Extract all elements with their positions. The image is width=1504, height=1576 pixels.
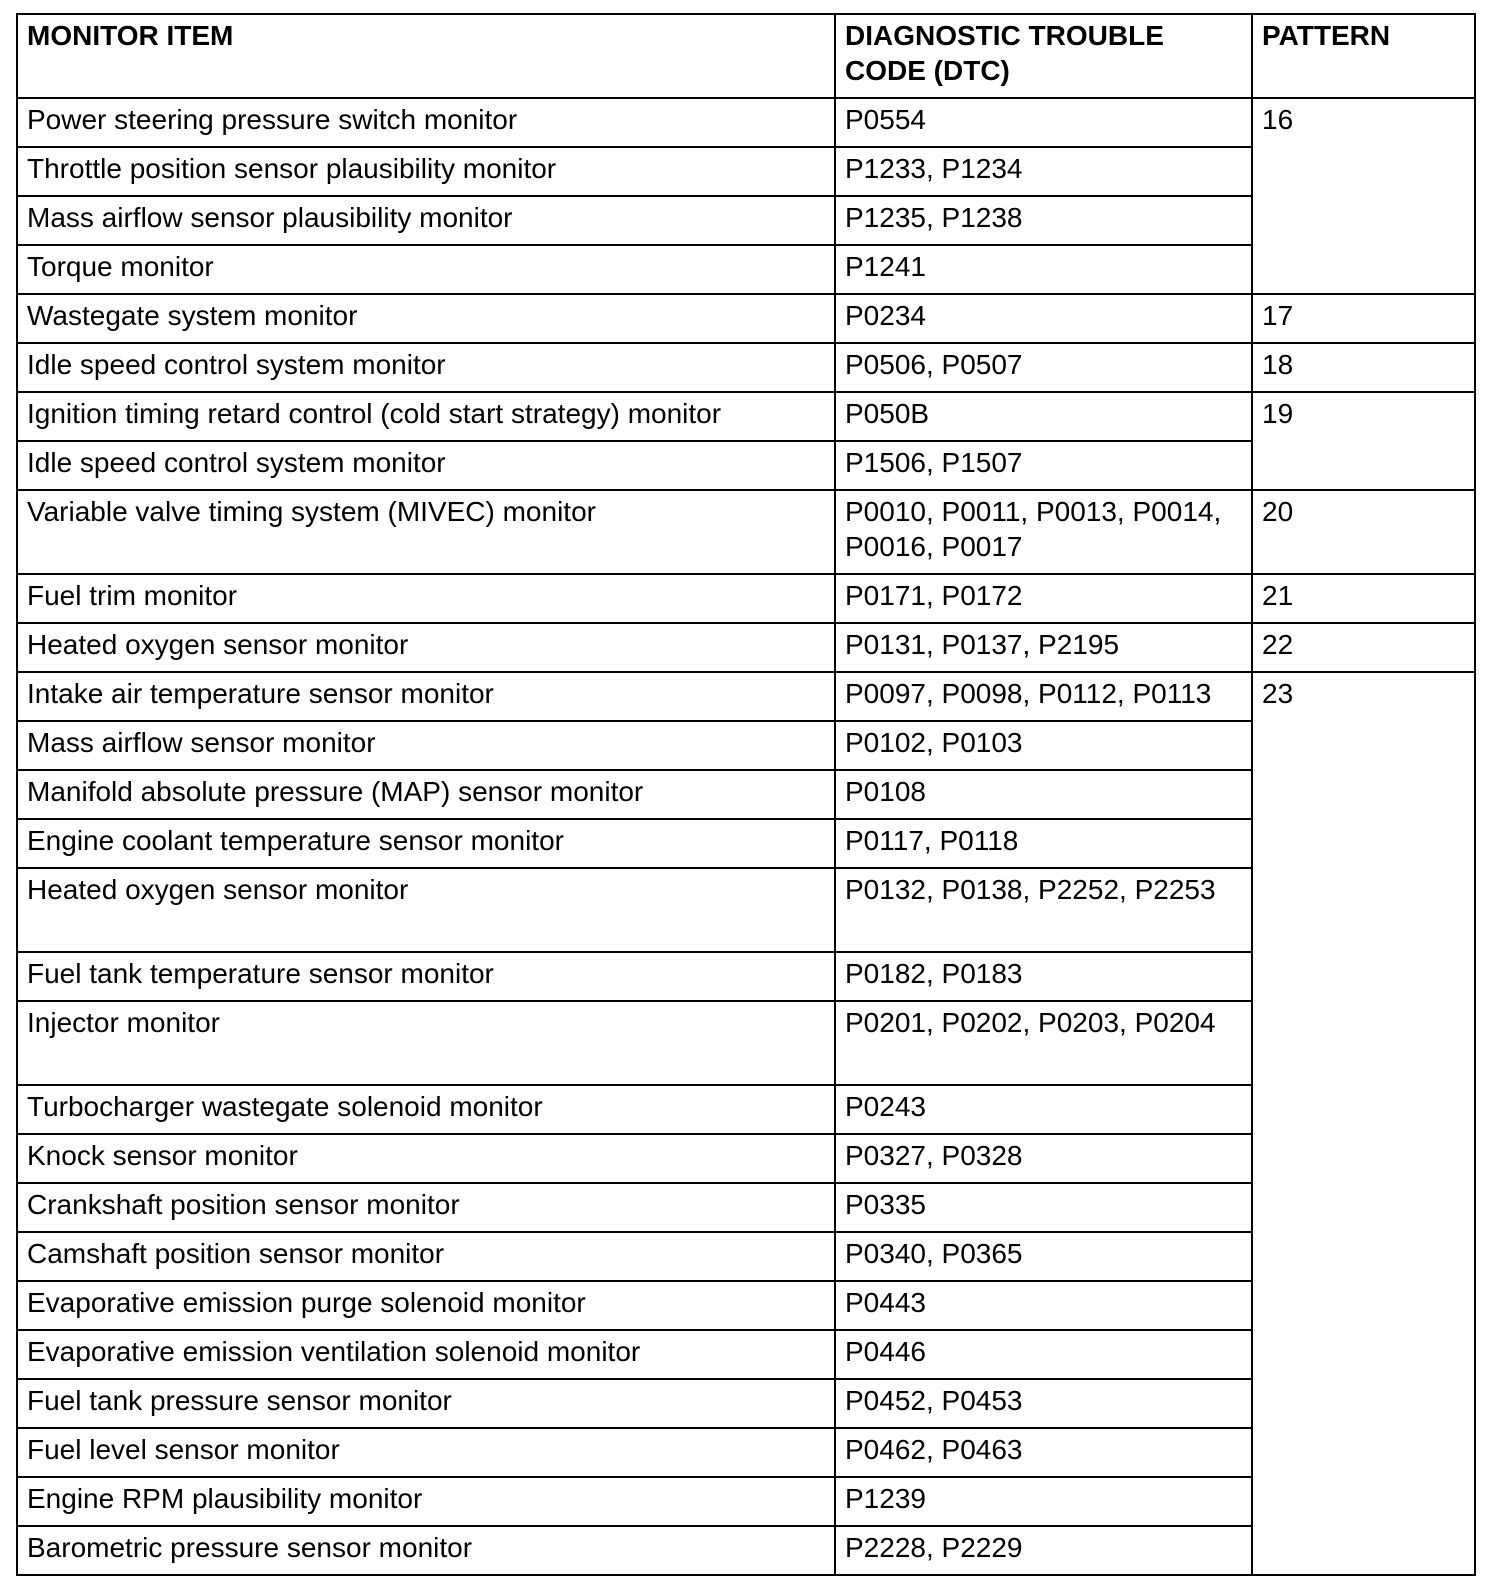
header-dtc: DIAGNOSTIC TROUBLE CODE (DTC): [835, 14, 1252, 98]
monitor-item-cell: Ignition timing retard control (cold start strategy) monitor: [17, 392, 835, 441]
dtc-cell: P0327, P0328: [835, 1134, 1252, 1183]
dtc-cell: P0554: [835, 98, 1252, 147]
dtc-cell: P1239: [835, 1477, 1252, 1526]
table-row: [17, 392, 1475, 441]
monitor-item-cell: Engine RPM plausibility monitor: [17, 1477, 835, 1526]
dtc-cell: P0506, P0507: [835, 343, 1252, 392]
monitor-item-cell: Mass airflow sensor plausibility monitor: [17, 196, 835, 245]
monitor-item-cell: Fuel tank temperature sensor monitor: [17, 952, 835, 1001]
pattern-cell: 19: [1252, 392, 1475, 490]
dtc-cell: P0010, P0011, P0013, P0014, P0016, P0017: [835, 490, 1252, 574]
monitor-item-cell: Knock sensor monitor: [17, 1134, 835, 1183]
dtc-cell: P0131, P0137, P2195: [835, 623, 1252, 672]
monitor-item-cell: Camshaft position sensor monitor: [17, 1232, 835, 1281]
monitor-item-cell: Intake air temperature sensor monitor: [17, 672, 835, 721]
dtc-cell: P0452, P0453: [835, 1379, 1252, 1428]
dtc-cell: P0446: [835, 1330, 1252, 1379]
monitor-item-cell: Turbocharger wastegate solenoid monitor: [17, 1085, 835, 1134]
monitor-item-cell: Evaporative emission ventilation solenoid monitor: [17, 1330, 835, 1379]
table-row: [17, 623, 1475, 672]
table-row: [17, 672, 1475, 721]
pattern-cell: 20: [1252, 490, 1475, 574]
monitor-dtc-table: [16, 13, 1476, 1576]
monitor-item-cell: Idle speed control system monitor: [17, 343, 835, 392]
dtc-cell: P0108: [835, 770, 1252, 819]
monitor-item-cell: Fuel level sensor monitor: [17, 1428, 835, 1477]
dtc-cell: P1506, P1507: [835, 441, 1252, 490]
dtc-cell: P0340, P0365: [835, 1232, 1252, 1281]
dtc-cell: P0132, P0138, P2252, P2253: [835, 868, 1252, 952]
monitor-item-cell: Manifold absolute pressure (MAP) sensor monitor: [17, 770, 835, 819]
monitor-item-cell: Heated oxygen sensor monitor: [17, 868, 835, 952]
monitor-item-cell: Wastegate system monitor: [17, 294, 835, 343]
dtc-cell: P2228, P2229: [835, 1526, 1252, 1575]
table-body: [17, 98, 1475, 1575]
header-monitor-item: MONITOR ITEM: [17, 14, 835, 98]
monitor-item-cell: Mass airflow sensor monitor: [17, 721, 835, 770]
dtc-cell: P0201, P0202, P0203, P0204: [835, 1001, 1252, 1085]
dtc-cell: P0097, P0098, P0112, P0113: [835, 672, 1252, 721]
monitor-item-cell: Heated oxygen sensor monitor: [17, 623, 835, 672]
monitor-item-cell: Evaporative emission purge solenoid monitor: [17, 1281, 835, 1330]
dtc-cell: P0443: [835, 1281, 1252, 1330]
dtc-cell: P0102, P0103: [835, 721, 1252, 770]
dtc-cell: P0117, P0118: [835, 819, 1252, 868]
pattern-cell: 23: [1252, 672, 1475, 1575]
pattern-cell: 17: [1252, 294, 1475, 343]
header-pattern: PATTERN: [1252, 14, 1475, 98]
table-row: [17, 574, 1475, 623]
dtc-cell: P1241: [835, 245, 1252, 294]
dtc-cell: P1233, P1234: [835, 147, 1252, 196]
dtc-cell: P0171, P0172: [835, 574, 1252, 623]
dtc-cell: P1235, P1238: [835, 196, 1252, 245]
table-row: [17, 343, 1475, 392]
monitor-item-cell: Torque monitor: [17, 245, 835, 294]
monitor-item-cell: Idle speed control system monitor: [17, 441, 835, 490]
dtc-cell: P0182, P0183: [835, 952, 1252, 1001]
monitor-item-cell: Crankshaft position sensor monitor: [17, 1183, 835, 1232]
monitor-item-cell: Barometric pressure sensor monitor: [17, 1526, 835, 1575]
pattern-cell: 22: [1252, 623, 1475, 672]
pattern-cell: 21: [1252, 574, 1475, 623]
table-row: [17, 294, 1475, 343]
monitor-item-cell: Throttle position sensor plausibility monitor: [17, 147, 835, 196]
dtc-cell: P050B: [835, 392, 1252, 441]
monitor-item-cell: Injector monitor: [17, 1001, 835, 1085]
monitor-item-cell: Variable valve timing system (MIVEC) monitor: [17, 490, 835, 574]
dtc-cell: P0243: [835, 1085, 1252, 1134]
table-row: [17, 490, 1475, 574]
pattern-cell: 18: [1252, 343, 1475, 392]
header-row: [17, 14, 1475, 98]
dtc-cell: P0234: [835, 294, 1252, 343]
monitor-item-cell: Fuel trim monitor: [17, 574, 835, 623]
pattern-cell: 16: [1252, 98, 1475, 294]
dtc-cell: P0335: [835, 1183, 1252, 1232]
monitor-item-cell: Engine coolant temperature sensor monitor: [17, 819, 835, 868]
monitor-item-cell: Fuel tank pressure sensor monitor: [17, 1379, 835, 1428]
monitor-item-cell: Power steering pressure switch monitor: [17, 98, 835, 147]
dtc-cell: P0462, P0463: [835, 1428, 1252, 1477]
table-row: [17, 98, 1475, 147]
